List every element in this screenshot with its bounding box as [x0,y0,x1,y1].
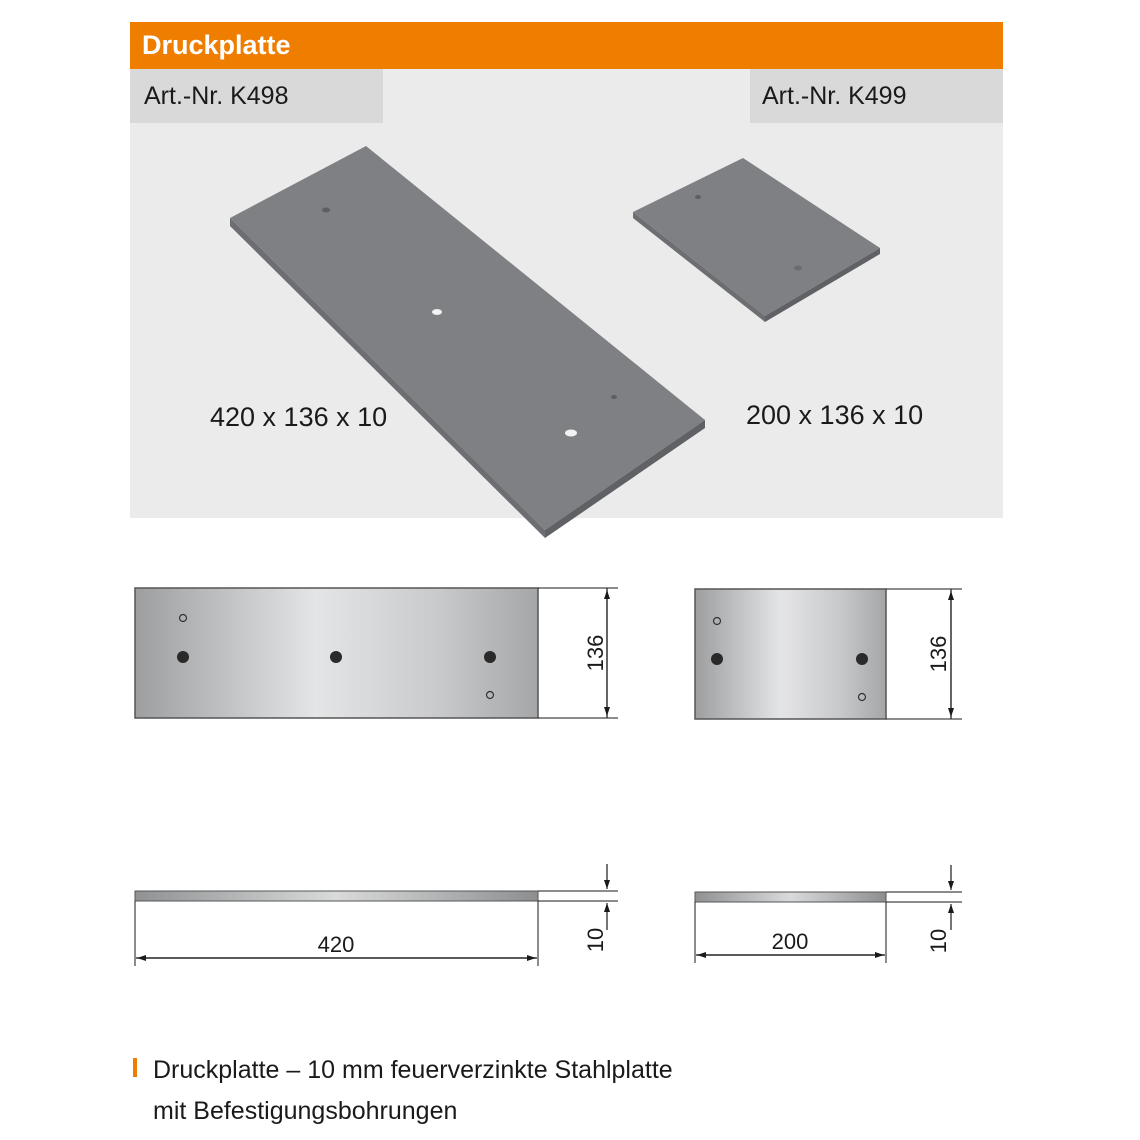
length-label-k499: 200 [771,929,809,954]
article-number-k499: Art.-Nr. K499 [750,69,1003,123]
description-line-2: mit Befestigungsbohrungen [153,1097,458,1125]
section-title: Druckplatte [130,22,1003,69]
plate-photo-k498 [230,146,705,538]
length-label-k498: 420 [317,932,355,957]
side-view-k499 [695,865,962,963]
plate-photo-k499 [633,158,880,322]
description-line-1: Druckplatte – 10 mm feuerverzinkte Stahlplatte [153,1056,673,1084]
top-view-k499 [695,589,962,719]
top-view-k498 [135,588,618,718]
dimensions-k498: 420 x 136 x 10 [210,402,388,432]
dimensions-k499: 200 x 136 x 10 [746,400,924,430]
product-description [133,1050,673,1132]
width-label-k499: 136 [926,635,951,673]
width-label-k498: 136 [583,634,608,672]
thickness-label-k498: 10 [583,927,608,953]
thickness-label-k499: 10 [926,928,951,954]
side-view-k498 [135,864,618,966]
article-number-k498: Art.-Nr. K498 [130,69,383,123]
